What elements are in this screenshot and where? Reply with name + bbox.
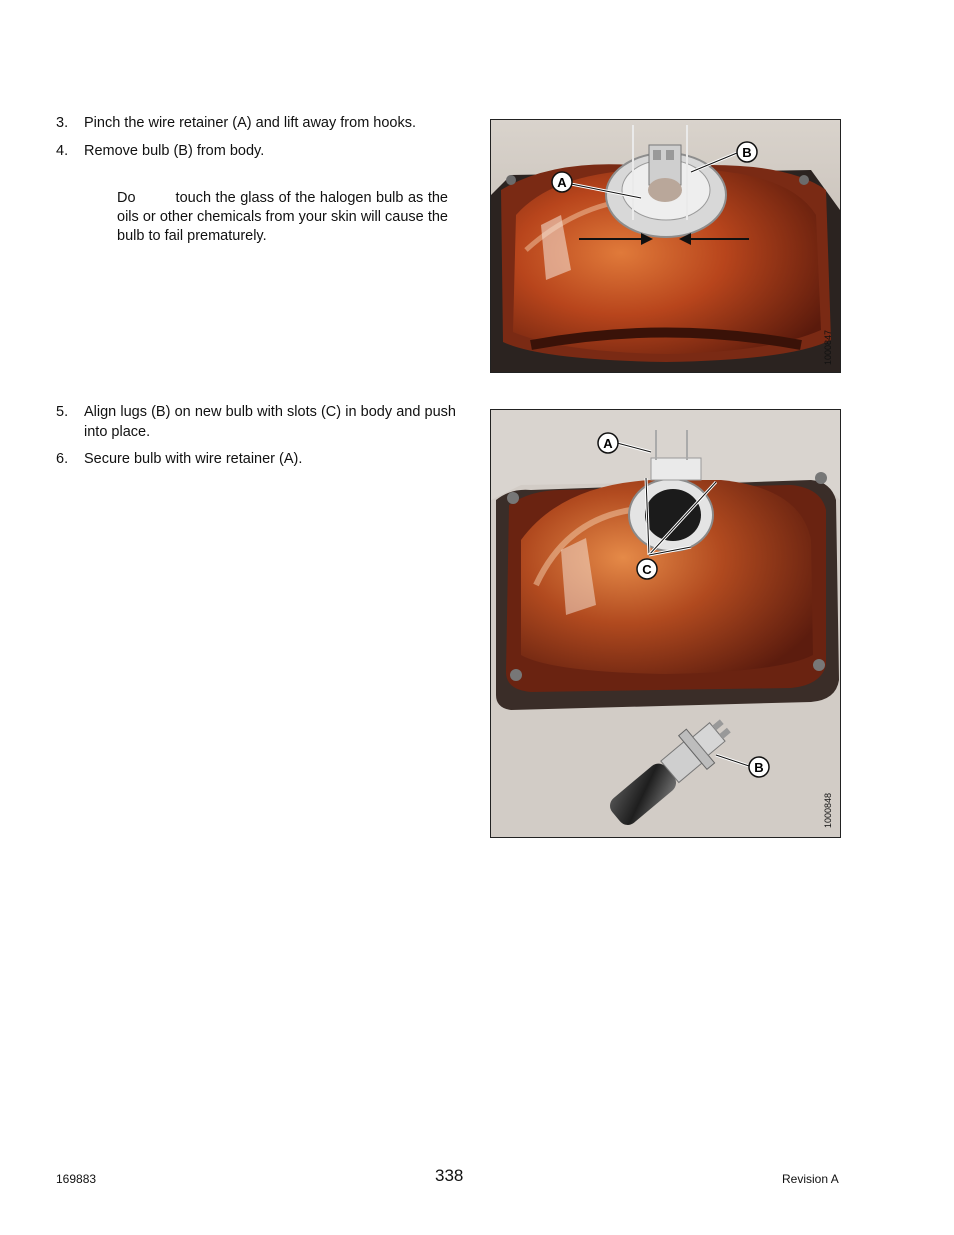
callout-c	[637, 559, 657, 579]
step-text: Secure bulb with wire retainer (A).	[84, 451, 303, 467]
callout-b	[749, 757, 769, 777]
document-number: 169883	[56, 1172, 97, 1186]
callout-a	[552, 172, 572, 192]
caution-lead: Do	[117, 190, 136, 206]
step-text: Pinch the wire retainer (A) and lift away from hooks.	[84, 115, 417, 131]
figure-id: 1000848	[823, 792, 833, 828]
step-text: Align lugs (B) on new bulb with slots (C) in body and push into place.	[84, 404, 456, 440]
caution-note	[117, 189, 448, 246]
callout-a	[598, 433, 618, 453]
step-number: 6.	[56, 451, 69, 467]
step-number: 3.	[56, 115, 69, 131]
figure-headlight-bulb-removal	[490, 119, 841, 373]
svg-text:B: B	[754, 760, 764, 775]
page-number: 338	[435, 1166, 464, 1185]
figure-id: 1000847	[823, 329, 833, 365]
svg-text:A: A	[603, 436, 613, 451]
svg-text:B: B	[742, 145, 752, 160]
step-text: Remove bulb (B) from body.	[84, 143, 265, 159]
revision-label: Revision A	[782, 1172, 839, 1186]
step-number: 5.	[56, 404, 69, 420]
callout-b	[737, 142, 757, 162]
svg-text:A: A	[557, 175, 567, 190]
figure-headlight-bulb-install	[490, 409, 841, 838]
caution-text: touch the glass of the halogen bulb as the oils or other chemicals from your skin will cause the bulb to fail prematurely.	[117, 190, 448, 244]
svg-text:C: C	[642, 562, 652, 577]
step-number: 4.	[56, 143, 69, 159]
